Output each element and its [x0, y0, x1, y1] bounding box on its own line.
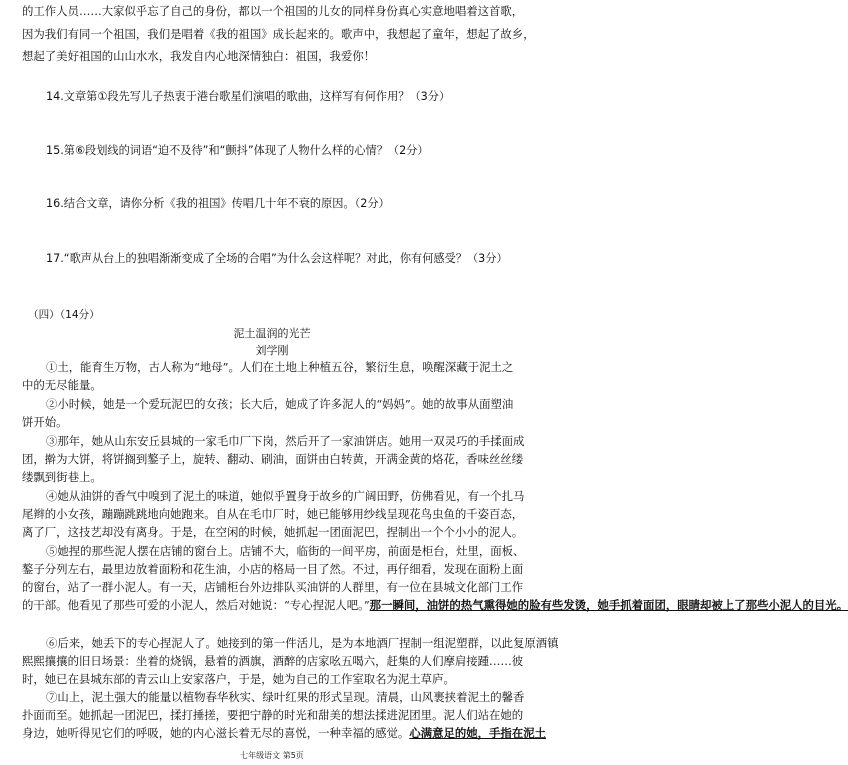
para-3-line-1: ③那年，她从山东安丘县城的一家毛巾厂下岗，然后开了一家油饼店。她用一双灵巧的手揉面成 [46, 434, 525, 448]
question-15: 15.第⑥段划线的词语“迫不及待”和“颤抖”体现了人物什么样的心情？（2分） [46, 144, 429, 157]
question-17: 17.“歌声从台上的独唱渐渐变成了全场的合唱”为什么会这样呢？对此，你有何感受？（3分） [46, 252, 508, 265]
prev-line-3: 想起了美好祖国的山山水水，我发自内心地深情独白：祖国，我爱你！ [22, 49, 376, 63]
para-5-line-4 [22, 598, 848, 612]
para-5-text: 的干部。他看见了那些可爱的小泥人，然后对她说：“专心捏泥人吧。” [22, 598, 370, 612]
para-7-text: 身边，她听得见它们的呼吸，她的内心滋长着无尽的喜悦，一种幸福的感觉。 [22, 726, 410, 740]
underlined-passage-5: 那一瞬间，油饼的热气熏得她的脸有些发烫，她手抓着面团，眼睛却被上了那些小泥人的目光。 [369, 598, 848, 612]
para-5-line-3: 的窗台，站了一群小泥人。有一天，店铺柜台外边排队买油饼的人群里，有一位在县城文化部门工作 [22, 580, 524, 594]
para-4-line-2: 尾辫的小女孩，蹦蹦跳跳地向她跑来。自从在毛巾厂时，她已能够用纱线呈现花鸟虫鱼的千姿百态， [22, 507, 524, 521]
para-2-line-1: ②小时候，她是一个爱玩泥巴的女孩；长大后，她成了许多泥人的“妈妈”。她的故事从面塑油 [46, 397, 514, 411]
prev-line-1: 的工作人员……大家似乎忘了自己的身份，都以一个祖国的儿女的同样身份真心实意地唱着这首歌， [22, 4, 524, 18]
question-14: 14.文章第①段先写儿子热衷于港台歌星们演唱的歌曲，这样写有何作用？（3分） [46, 90, 451, 103]
question-16: 16.结合文章，请你分析《我的祖国》传唱几十年不衰的原因。（2分） [46, 197, 390, 210]
para-6-line-2: 熙熙攘攘的旧日场景：坐着的烧锅，悬着的酒旗，酒醉的店家吆五喝六，赶集的人们摩肩接踵……彼 [22, 654, 524, 668]
para-3-line-2: 团，擀为大饼，将饼搁到鏊子上，旋转、翻动、刷油，面饼由白转黄，开满金黄的烙花，香味丝丝缕 [22, 452, 524, 466]
para-2-line-2: 饼开始。 [22, 415, 68, 429]
para-3-line-3: 缕飘到街巷上。 [22, 470, 102, 484]
prev-line-2: 因为我们有同一个祖国，我们是唱着《我的祖国》成长起来的。歌声中，我想起了童年，想起了故乡， [22, 27, 535, 41]
para-6-line-3: 时，她已在县城东部的青云山上安家落户，于是，她为自己的工作室取名为泥土草庐。 [22, 672, 455, 686]
article-title: 泥土温润的光芒 [233, 327, 311, 340]
section-label: （四）（14分） [28, 309, 100, 321]
para-5-line-2: 鏊子分列左右，最里边放着面粉和花生油，小店的格局一目了然。不过，再仔细看，发现在面粉上面 [22, 562, 524, 576]
para-7-line-2: 扑面而至。她抓起一团泥巴，揉打捶搓，要把宁静的时光和甜美的想法揉进泥团里。泥人们站在她的 [22, 708, 524, 722]
para-4-line-1: ④她从油饼的香气中嗅到了泥土的味道，她似乎置身于故乡的广阔田野，仿佛看见，有一个扎马 [46, 489, 525, 503]
para-7-line-1: ⑦山上，泥土强大的能量以植物春华秋实、绿叶红果的形式呈现。清晨，山风裹挟着泥土的馨香 [46, 690, 525, 704]
underlined-passage-7: 心满意足的她，手指在泥土 [409, 726, 546, 740]
para-4-line-3: 离了厂，这技艺却没有离身。于是，在空闲的时候，她抓起一团面泥巴，捏制出一个个小小的泥人。 [22, 525, 524, 539]
page-footer: 七年级语文 第5页 [240, 751, 304, 760]
article-author: 刘学刚 [255, 344, 289, 357]
para-7-line-3 [22, 726, 546, 740]
para-5-line-1: ⑤她捏的那些泥人摆在店铺的窗台上。店铺不大，临街的一间平房，前面是柜台，灶里，面板、 [46, 544, 525, 558]
para-6-line-1: ⑥后来，她丢下的专心捏泥人了。她接到的第一件活儿，是为本地酒厂捏制一组泥塑群，以此复原酒镇 [46, 636, 559, 650]
para-1-line-1: ①土，能育生万物，古人称为“地母”。人们在土地上种植五谷，繁衍生息，唤醒深藏于泥土之 [46, 360, 514, 374]
para-1-line-2: 中的无尽能量。 [22, 378, 102, 392]
